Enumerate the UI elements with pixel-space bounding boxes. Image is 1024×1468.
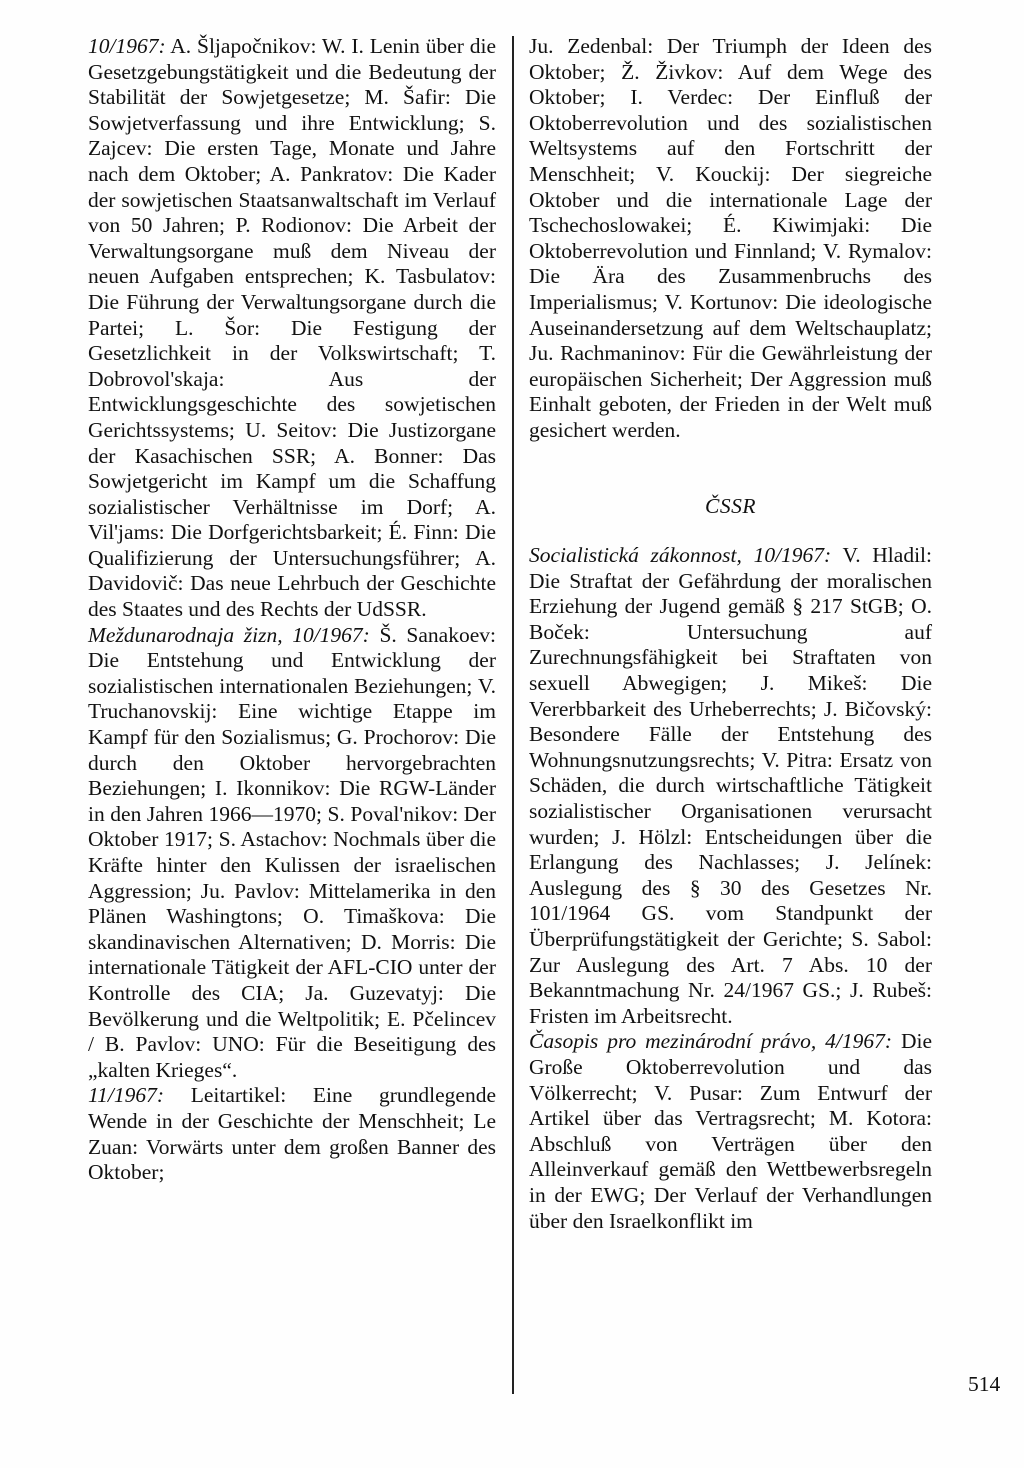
column-divider <box>512 36 514 1394</box>
entry-paragraph <box>529 1029 932 1234</box>
entry-label: Meždunarodnaja žizn, 10/1967: <box>88 622 370 647</box>
entry-text: Leitartikel: Eine grundlegende Wende in der Geschichte der Menschheit; Le Zuan: Vorwärts unter dem großen Banner des Oktober; <box>88 1083 496 1185</box>
section-heading: ČSSR <box>705 493 756 518</box>
entry-paragraph <box>529 543 932 1029</box>
continued-paragraph: Ju. Zedenbal: Der Triumph der Ideen des Oktober; Ž. Živkov: Auf dem Wege des Oktober; I. Verdec: Der Einfluß der Oktoberrevolution und des sozialistischen Weltsystems auf den Fortschritt der Menschheit; V. Kouckij: Der siegreiche Oktober und die internationale Lage der Tschechoslowakei; É. Kiwimjaki: Die Oktoberrevolution und Finnland; V. Rymalov: Die Ära des Zusammenbruchs des Imperialismus; V. Kortunov: Die ideologische Auseinandersetzung auf dem Weltschauplatz; Ju. Rachmaninov: Für die Gewährleistung der europäischen Sicherheit; Der Aggression muß Einhalt geboten, der Frieden in der Welt muß gesichert werden. <box>529 34 932 442</box>
entry-text: Die Große Oktoberrevolution und das Völkerrecht; V. Pusar: Zum Entwurf der Artikel über das Vertragsrecht; M. Kotora: Abschluß von Verträgen über den Alleinverkauf gemäß den Wettbewerbsregeln in der EWG; Der Verlauf der Verhandlungen über den Israelkonflikt im <box>529 1029 932 1233</box>
entry-paragraph <box>88 34 496 623</box>
right-column <box>529 34 932 1234</box>
entry-text: V. Hladil: Die Straftat der Gefährdung der moralischen Erziehung der Jugend gemäß § 217 StGB; O. Boček: Untersuchung auf Zurechnungsfähigkeit bei Straftaten von sexuell Abwegigen; J. Mikeš: Die Vererbbarkeit des Urheberrechts; J. Bičovský: Besondere Fälle der Entstehung des Wohnungsnutzungsrechts; V. Pitra: Ersatz von Schäden, die durch wirtschaftliche Tätigkeit sozialistischer Organisationen verursacht wurden; J. Hölzl: Entscheidungen über die Erlangung des Nachlasses; J. Jelínek: Auslegung des § 30 des Gesetzes Nr. 101/1964 GS. vom Standpunkt der Überprüfungstätigkeit der Gerichte; S. Sabol: Zur Auslegung des Art. 7 Abs. 10 der Bekanntmachung Nr. 24/1967 GS.; J. Rubeš: Fristen im Arbeitsrecht. <box>529 543 932 1028</box>
left-column <box>88 34 496 1186</box>
entry-label: 10/1967: <box>88 34 166 58</box>
entry-text: Š. Sanakoev: Die Entstehung und Entwicklung der sozialistischen internationalen Beziehungen; V. Truchanovskij: Eine wichtige Etappe im Kampf für den Sozialismus; G. Prochorov: Die durch den Oktober hervorgebrachten Beziehungen; I. Ikonnikov: Die RGW-Länder in den Jahren 1966—1970; S. Poval'nikov: Der Oktober 1917; S. Astachov: Nochmals über die Kräfte hinter den Kulissen der israelischen Aggression; Ju. Pavlov: Mittelamerika in den Plänen Washingtons; O. Timaškova: Die skandinavischen Alternativen; D. Morris: Die internationale Tätigkeit der AFL-CIO unter der Kontrolle des CIA; Ja. Guzevatyj: Die Bevölkerung und die Weltpolitik; E. Pčelincev / B. Pavlov: UNO: Für die Beseitigung des „kalten Krieges“. <box>88 622 496 1082</box>
entry-paragraph <box>88 623 496 1084</box>
entry-paragraph <box>88 1083 496 1185</box>
entry-text: A. Šljapočnikov: W. I. Lenin über die Gesetzgebungstätigkeit und die Bedeutung der Stabilität der Sowjetgesetze; M. Šafir: Die Sowjetverfassung und ihre Entwicklung; S. Zajcev: Die ersten Tage, Monate und Jahre nach dem Oktober; A. Pankratov: Die Kader der sowjetischen Staatsanwaltschaft im Verlauf von 50 Jahren; P. Rodionov: Die Arbeit der Verwaltungsorgane muß dem Niveau der neuen Aufgaben entsprechen; K. Tasbulatov: Die Führung der Verwaltungsorgane durch die Partei; L. Šor: Die Festigung der Gesetzlichkeit in der Volkswirtschaft; T. Dobrovol'skaja: Aus der Entwicklungsgeschichte des sowjetischen Gerichtssystems; U. Seitov: Die Justizorgane der Kasachischen SSR; A. Bonner: Das Sowjetgericht im Kampf um die Schaffung sozialistischer Verhältnisse im Dorf; A. Vil'jams: Die Dorfgerichtsbarkeit; É. Finn: Die Qualifizierung der Untersuchungsführer; A. Davidovič: Das neue Lehrbuch der Geschichte des Staates und des Rechts der UdSSR. <box>88 34 496 622</box>
entry-label: 11/1967: <box>88 1083 165 1108</box>
entry-label: Socialistická zákonnost, 10/1967: <box>529 543 832 568</box>
page-number: 514 <box>968 1372 1001 1396</box>
entry-label: Časopis pro mezinárodní právo, 4/1967: <box>529 1029 893 1054</box>
